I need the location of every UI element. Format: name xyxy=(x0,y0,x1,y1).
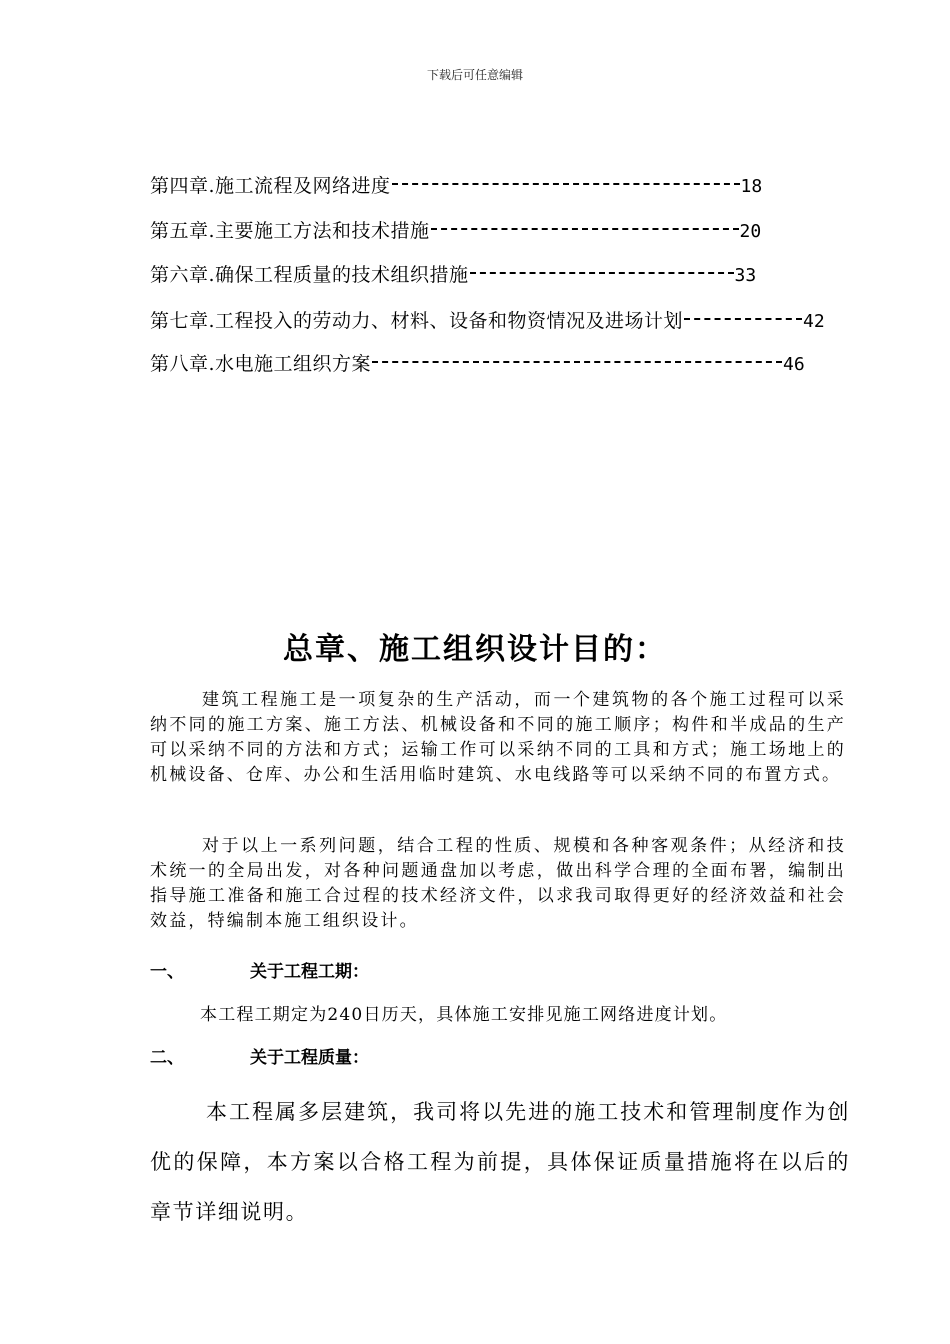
toc-entry-title: 第八章.水电施工组织方案 xyxy=(150,353,372,375)
toc-entry-title: 第七章.工程投入的劳动力、材料、设备和物资情况及进场计划 xyxy=(150,310,684,332)
section-heading xyxy=(150,957,369,982)
toc-leader-dots xyxy=(684,318,802,322)
section-body: 本工程属多层建筑，我司将以先进的施工技术和管理制度作为创优的保障，本方案以合格工程为前提，具体保证质量措施将在以后的章节详细说明。 xyxy=(150,1100,850,1224)
toc-leader-dots xyxy=(470,272,734,276)
body-paragraph: 对于以上一系列问题，结合工程的性质、规模和各种客观条件；从经济和技术统一的全局出发，对各种问题通盘加以考虑，做出科学合理的全面布署，编制出指导施工准备和施工合过程的技术经济文件，以求我司取得更好的经济效益和社会效益，特编制本施工组织设计。 xyxy=(150,836,846,931)
section-title: 关于工程质量： xyxy=(250,1048,369,1068)
toc-entry-page: 46 xyxy=(783,354,805,375)
section-heading xyxy=(150,1043,369,1068)
toc-entry-title: 第六章.确保工程质量的技术组织措施 xyxy=(150,264,469,286)
section-body: 本工程工期定为240日历天，具体施工安排见施工网络进度计划。 xyxy=(200,1005,728,1025)
toc-entry-title: 第四章.施工流程及网络进度 xyxy=(150,175,391,197)
toc-leader-dots xyxy=(431,228,739,232)
toc-entry xyxy=(150,309,825,334)
section-number: 一、 xyxy=(150,962,184,982)
toc-entry-page: 42 xyxy=(803,311,825,332)
toc-entry-page: 33 xyxy=(734,265,757,286)
page-header: 下载后可任意编辑 xyxy=(426,68,523,82)
body-paragraph: 建筑工程施工是一项复杂的生产活动，而一个建筑物的各个施工过程可以采纳不同的施工方案、施工方法、机械设备和不同的施工顺序；构件和半成品的生产可以采纳不同的方法和方式；运输工作可以采纳不同的工具和方式；施工场地上的机械设备、仓库、办公和生活用临时建筑、水电线路等可以采纳不同的布置方式。 xyxy=(150,690,846,785)
toc-leader-dots xyxy=(392,183,740,187)
toc-entry xyxy=(150,219,761,244)
toc-entry-page: 20 xyxy=(739,221,762,242)
toc-entry xyxy=(150,263,756,288)
toc-entry xyxy=(150,352,805,377)
main-heading: 总章、施工组织设计目的： xyxy=(283,632,667,667)
toc-entry xyxy=(150,174,762,199)
section-title: 关于工程工期： xyxy=(250,962,369,982)
toc-entry-page: 18 xyxy=(740,176,763,197)
toc-entry-title: 第五章.主要施工方法和技术措施 xyxy=(150,220,430,242)
toc-leader-dots xyxy=(372,361,782,365)
section-number: 二、 xyxy=(150,1048,184,1068)
